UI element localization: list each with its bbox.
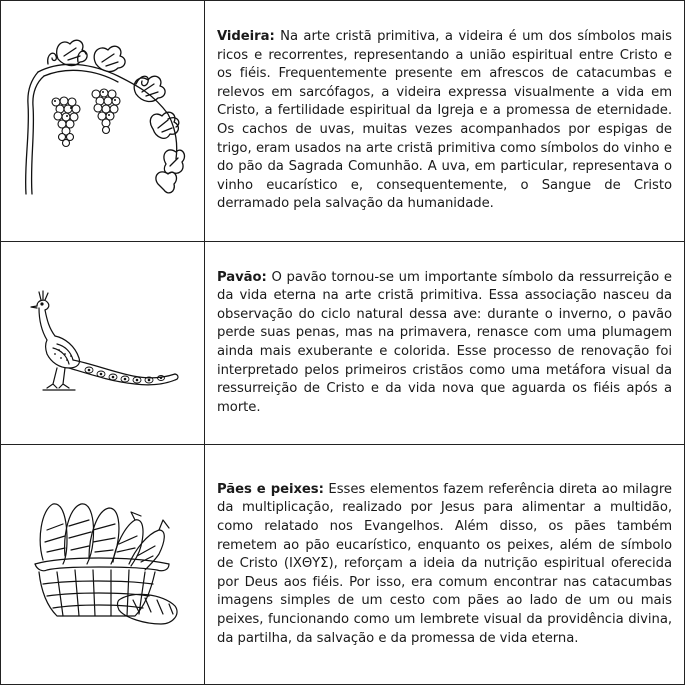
peacock-description: O pavão tornou-se um importante símbolo da ressurreição e da vida eterna na arte cristã primitiva. Essa associação nasceu da observação do ciclo natural dessa ave: durante o inverno, o pavão perde suas penas, mas na primavera, renasce com uma plumagem ainda mais exuberante e colorida. Esse processo de renovação foi interpretado pelos primeiros cristãos como uma metáfora visual da ressurreição de Cristo e da vida nova que aguarda os fiéis após a morte. bbox=[217, 269, 672, 415]
grapevine-term: Videira: bbox=[217, 29, 275, 45]
peacock-text-cell bbox=[205, 242, 684, 445]
bread-fish-paragraph bbox=[217, 481, 672, 648]
peacock-image-cell bbox=[1, 242, 205, 445]
bread-fish-basket-illustration bbox=[23, 490, 183, 640]
peacock-illustration bbox=[23, 288, 183, 398]
peacock-term: Pavão: bbox=[217, 269, 267, 285]
grapevine-illustration bbox=[18, 34, 188, 209]
bread-fish-description: Esses elementos fazem referência direta ao milagre da multiplicação, realizado por Jesus para alimentar a multidão, como relatado nos Evangelhos. Além disso, os pães também remetem ao pão eucarístico, enquanto os peixes, além de símbolo de Cristo (ΙΧΘΥΣ), reforçam a ideia da nutrição espiritual oferecida por Deus aos fiéis. Por isso, era comum encontrar nas catacumbas imagens simples de um cesto com pães ao lado de um ou mais peixes, funcionando como um lembrete visual da providência divina, da partilha, da salvação e da promessa de vida eterna. bbox=[217, 481, 672, 646]
grapevine-paragraph bbox=[217, 28, 672, 214]
grapevine-description: Na arte cristã primitiva, a videira é um dos símbolos mais ricos e recorrentes, representando a união espiritual entre Cristo e os fiéis. Frequentemente presente em afrescos de catacumbas e relevos em sarcófagos, a videira expressa visualmente a vida em Cristo, a fertilidade espiritual da Igreja e a promessa de eternidade. Os cachos de uvas, muitas vezes acompanhados por espigas de trigo, eram usados na arte cristã primitiva como símbolos do vinho e do pão da Sagrada Comunhão. A uva, em particular, representava o vinho eucarístico e, consequentemente, o Sangue de Cristo derramado pela salvação da humanidade. bbox=[217, 29, 672, 212]
peacock-paragraph bbox=[217, 269, 672, 418]
grapevine-text-cell bbox=[205, 1, 684, 242]
bread-fish-text-cell bbox=[205, 445, 684, 684]
bread-fish-term: Pães e peixes: bbox=[217, 481, 324, 497]
bread-fish-image-cell bbox=[1, 445, 205, 684]
grapevine-image-cell bbox=[1, 1, 205, 242]
